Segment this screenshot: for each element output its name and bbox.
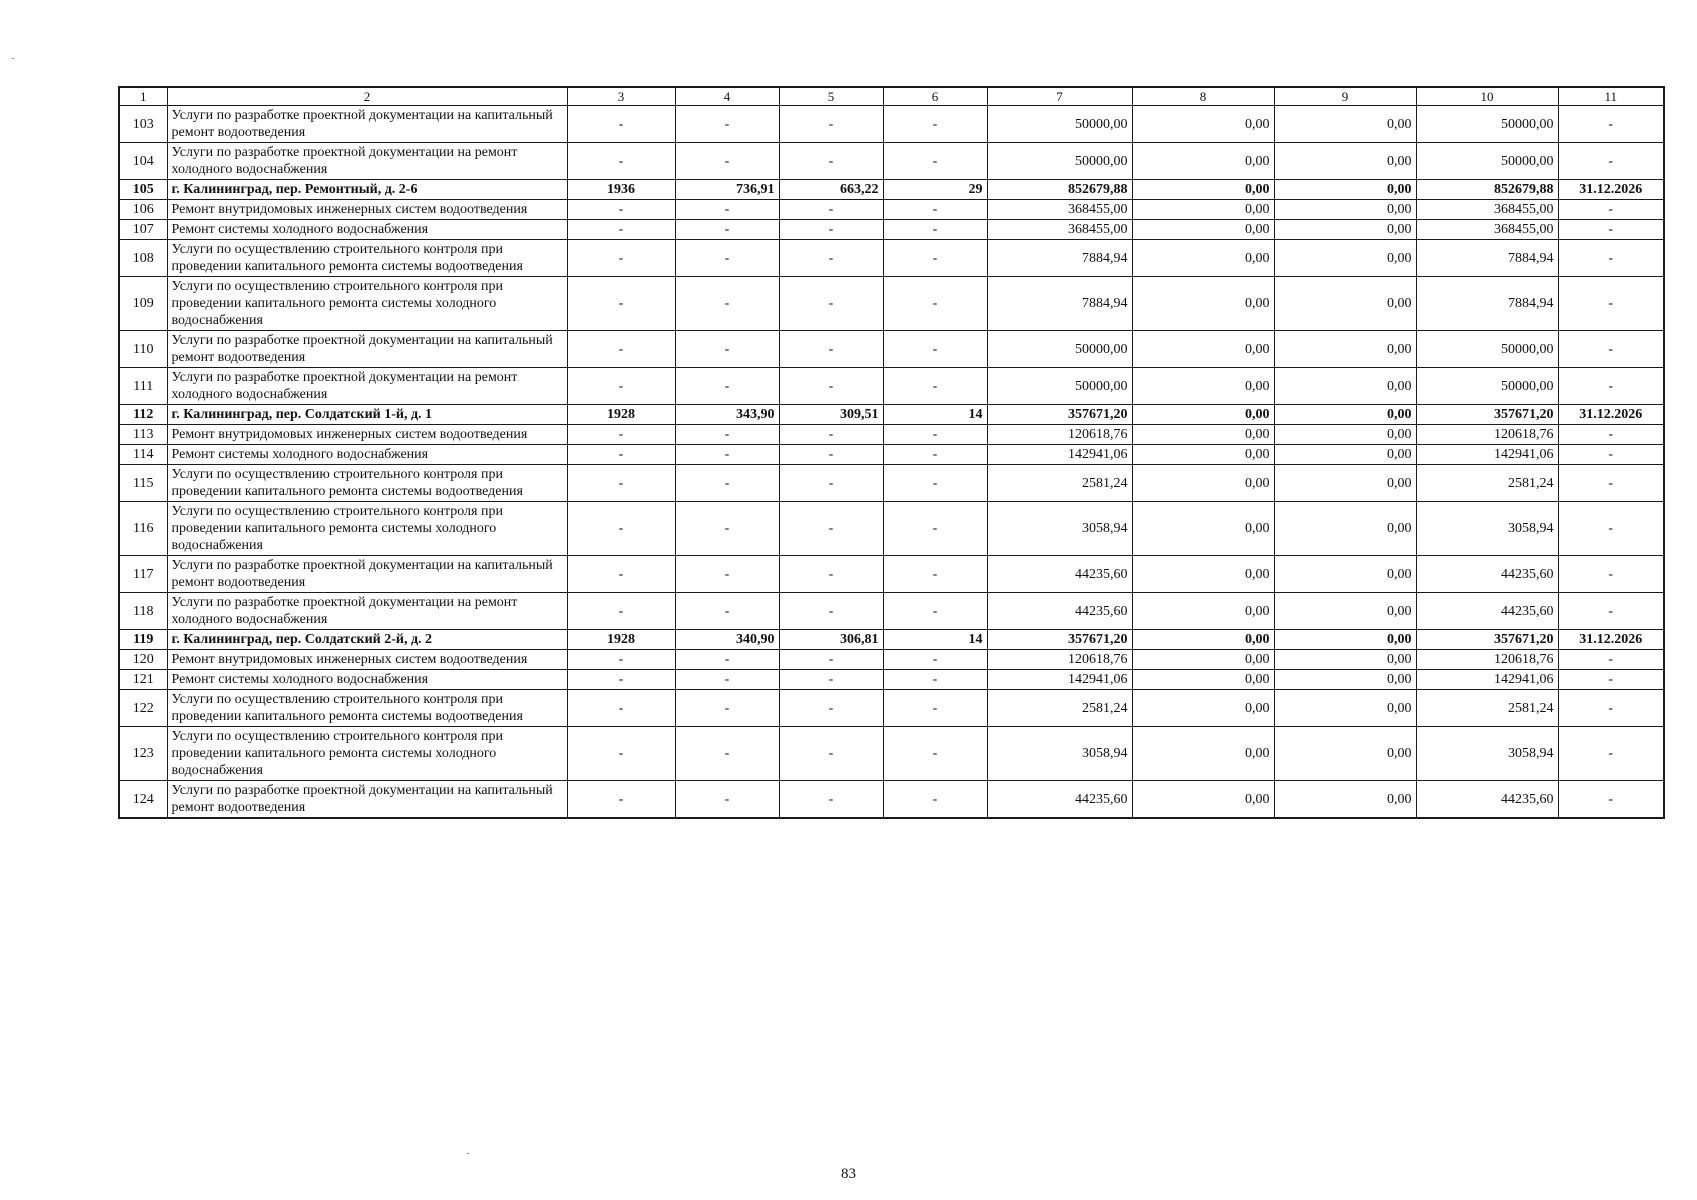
row-name: Ремонт системы холодного водоснабжения (167, 220, 567, 240)
cell-col9: 0,00 (1274, 593, 1416, 630)
cell-col6: - (883, 781, 987, 819)
cell-deadline: 31.12.2026 (1558, 180, 1664, 200)
cell-col9: 0,00 (1274, 425, 1416, 445)
page-number: 83 (841, 1166, 856, 1182)
cell-col10: 2581,24 (1416, 690, 1558, 727)
cell-col6: - (883, 502, 987, 556)
cell-col10: 120618,76 (1416, 650, 1558, 670)
cell-col10: 142941,06 (1416, 670, 1558, 690)
cell-col8: 0,00 (1132, 650, 1274, 670)
cell-col10: 357671,20 (1416, 630, 1558, 650)
cell-col10: 50000,00 (1416, 331, 1558, 368)
cell-col9: 0,00 (1274, 690, 1416, 727)
table-row (119, 690, 1664, 727)
cell-col6: 14 (883, 630, 987, 650)
cell-year: - (567, 368, 675, 405)
cell-col10: 7884,94 (1416, 277, 1558, 331)
cell-col4: - (675, 650, 779, 670)
cell-deadline: - (1558, 690, 1664, 727)
cell-col8: 0,00 (1132, 445, 1274, 465)
cell-col4: 736,91 (675, 180, 779, 200)
cell-col4: - (675, 465, 779, 502)
cell-col6: - (883, 200, 987, 220)
column-header: 4 (675, 87, 779, 106)
cell-col6: - (883, 650, 987, 670)
cell-col9: 0,00 (1274, 630, 1416, 650)
document-table-container (118, 86, 1663, 819)
cell-col7: 7884,94 (987, 277, 1132, 331)
row-number: 122 (119, 690, 167, 727)
cell-col4: - (675, 445, 779, 465)
cell-col6: - (883, 106, 987, 143)
column-number-header-row (119, 87, 1664, 106)
cell-deadline: - (1558, 277, 1664, 331)
cell-col8: 0,00 (1132, 200, 1274, 220)
cell-col7: 50000,00 (987, 106, 1132, 143)
cell-deadline: - (1558, 502, 1664, 556)
cell-col4: - (675, 368, 779, 405)
table-row (119, 240, 1664, 277)
row-number: 119 (119, 630, 167, 650)
cell-col10: 368455,00 (1416, 200, 1558, 220)
cell-col5: - (779, 670, 883, 690)
cell-deadline: - (1558, 240, 1664, 277)
cell-col8: 0,00 (1132, 556, 1274, 593)
table-row (119, 277, 1664, 331)
cell-col8: 0,00 (1132, 331, 1274, 368)
cell-col6: - (883, 277, 987, 331)
cell-col9: 0,00 (1274, 650, 1416, 670)
column-header: 2 (167, 87, 567, 106)
cell-col9: 0,00 (1274, 556, 1416, 593)
cell-col4: - (675, 277, 779, 331)
cell-col7: 120618,76 (987, 650, 1132, 670)
cell-col9: 0,00 (1274, 106, 1416, 143)
cell-col10: 368455,00 (1416, 220, 1558, 240)
cell-col8: 0,00 (1132, 106, 1274, 143)
table-row (119, 593, 1664, 630)
cell-year: 1936 (567, 180, 675, 200)
cell-col5: - (779, 240, 883, 277)
cell-col5: - (779, 143, 883, 180)
cell-col9: 0,00 (1274, 240, 1416, 277)
cell-col4: - (675, 727, 779, 781)
row-name: Услуги по разработке проектной документации на капитальный ремонт водоотведения (167, 331, 567, 368)
table-row (119, 650, 1664, 670)
cell-col5: - (779, 593, 883, 630)
column-header: 9 (1274, 87, 1416, 106)
row-number: 106 (119, 200, 167, 220)
cell-col8: 0,00 (1132, 405, 1274, 425)
cell-col6: - (883, 220, 987, 240)
cell-col7: 368455,00 (987, 200, 1132, 220)
row-name: Услуги по разработке проектной документации на ремонт холодного водоснабжения (167, 143, 567, 180)
cell-col10: 44235,60 (1416, 593, 1558, 630)
table-row (119, 727, 1664, 781)
table-row (119, 200, 1664, 220)
cell-col5: - (779, 220, 883, 240)
cell-col7: 3058,94 (987, 502, 1132, 556)
cell-col8: 0,00 (1132, 277, 1274, 331)
column-header: 5 (779, 87, 883, 106)
cell-col8: 0,00 (1132, 593, 1274, 630)
cell-col10: 3058,94 (1416, 727, 1558, 781)
cell-col7: 368455,00 (987, 220, 1132, 240)
cell-col5: 309,51 (779, 405, 883, 425)
cell-col7: 7884,94 (987, 240, 1132, 277)
cell-col4: - (675, 502, 779, 556)
cell-deadline: - (1558, 727, 1664, 781)
row-number: 103 (119, 106, 167, 143)
cell-col5: - (779, 650, 883, 670)
cell-col5: - (779, 425, 883, 445)
table-row (119, 556, 1664, 593)
cell-col10: 120618,76 (1416, 425, 1558, 445)
row-name: Услуги по осуществлению строительного контроля при проведении капитального ремонта системы водоотведения (167, 465, 567, 502)
cell-year: - (567, 331, 675, 368)
cell-col8: 0,00 (1132, 143, 1274, 180)
cell-year: - (567, 502, 675, 556)
cell-col10: 50000,00 (1416, 143, 1558, 180)
cell-year: - (567, 240, 675, 277)
row-name: Услуги по осуществлению строительного контроля при проведении капитального ремонта системы холодного водоснабжения (167, 727, 567, 781)
cell-year: - (567, 106, 675, 143)
cell-col7: 44235,60 (987, 593, 1132, 630)
cell-col4: - (675, 240, 779, 277)
cell-year: - (567, 650, 675, 670)
table-row (119, 670, 1664, 690)
cell-col4: - (675, 143, 779, 180)
cell-deadline: - (1558, 670, 1664, 690)
cell-col10: 7884,94 (1416, 240, 1558, 277)
table-body (119, 106, 1664, 819)
cell-col4: - (675, 220, 779, 240)
row-number: 114 (119, 445, 167, 465)
table-row (119, 368, 1664, 405)
cell-col6: 29 (883, 180, 987, 200)
row-name: Услуги по осуществлению строительного контроля при проведении капитального ремонта системы водоотведения (167, 240, 567, 277)
cell-year: - (567, 445, 675, 465)
row-number: 110 (119, 331, 167, 368)
table-row (119, 465, 1664, 502)
row-name: Услуги по осуществлению строительного контроля при проведении капитального ремонта системы холодного водоснабжения (167, 277, 567, 331)
cell-col7: 3058,94 (987, 727, 1132, 781)
cell-col7: 142941,06 (987, 670, 1132, 690)
cell-col8: 0,00 (1132, 781, 1274, 819)
cell-col7: 142941,06 (987, 445, 1132, 465)
cell-col7: 50000,00 (987, 331, 1132, 368)
cell-col9: 0,00 (1274, 368, 1416, 405)
cell-col6: - (883, 368, 987, 405)
cell-col9: 0,00 (1274, 781, 1416, 819)
cell-deadline: - (1558, 593, 1664, 630)
row-number: 107 (119, 220, 167, 240)
row-name: Услуги по разработке проектной документации на ремонт холодного водоснабжения (167, 593, 567, 630)
table-row (119, 331, 1664, 368)
cell-col4: - (675, 106, 779, 143)
cell-col9: 0,00 (1274, 220, 1416, 240)
cell-col4: - (675, 425, 779, 445)
row-name: Услуги по разработке проектной документации на капитальный ремонт водоотведения (167, 106, 567, 143)
cell-year: - (567, 556, 675, 593)
row-number: 118 (119, 593, 167, 630)
cell-deadline: 31.12.2026 (1558, 405, 1664, 425)
row-name: Ремонт системы холодного водоснабжения (167, 445, 567, 465)
column-header: 3 (567, 87, 675, 106)
cell-col7: 44235,60 (987, 781, 1132, 819)
row-number: 104 (119, 143, 167, 180)
cell-col6: - (883, 465, 987, 502)
cell-col5: - (779, 106, 883, 143)
cell-col10: 357671,20 (1416, 405, 1558, 425)
row-number: 108 (119, 240, 167, 277)
cell-col9: 0,00 (1274, 405, 1416, 425)
cell-deadline: - (1558, 781, 1664, 819)
cell-col9: 0,00 (1274, 727, 1416, 781)
cell-col5: 306,81 (779, 630, 883, 650)
column-header: 8 (1132, 87, 1274, 106)
cell-col8: 0,00 (1132, 220, 1274, 240)
cell-col5: - (779, 465, 883, 502)
cell-col4: - (675, 690, 779, 727)
cell-deadline: - (1558, 650, 1664, 670)
cell-col10: 44235,60 (1416, 781, 1558, 819)
cell-col5: - (779, 556, 883, 593)
cell-year: - (567, 781, 675, 819)
column-header: 6 (883, 87, 987, 106)
cell-col6: - (883, 143, 987, 180)
cell-year: - (567, 727, 675, 781)
row-name: Ремонт внутридомовых инженерных систем водоотведения (167, 200, 567, 220)
row-number: 111 (119, 368, 167, 405)
row-name: Ремонт внутридомовых инженерных систем водоотведения (167, 425, 567, 445)
row-number: 121 (119, 670, 167, 690)
cell-year: 1928 (567, 630, 675, 650)
row-number: 123 (119, 727, 167, 781)
cell-col8: 0,00 (1132, 690, 1274, 727)
row-number: 120 (119, 650, 167, 670)
row-number: 115 (119, 465, 167, 502)
cell-col8: 0,00 (1132, 502, 1274, 556)
cell-col6: - (883, 445, 987, 465)
row-name: Услуги по разработке проектной документации на капитальный ремонт водоотведения (167, 556, 567, 593)
cell-col8: 0,00 (1132, 465, 1274, 502)
cell-year: - (567, 220, 675, 240)
cell-col9: 0,00 (1274, 277, 1416, 331)
column-header: 11 (1558, 87, 1664, 106)
table-row (119, 220, 1664, 240)
cell-deadline: - (1558, 445, 1664, 465)
cell-col9: 0,00 (1274, 331, 1416, 368)
address-row (119, 180, 1664, 200)
row-name: г. Калининград, пер. Ремонтный, д. 2-6 (167, 180, 567, 200)
cell-deadline: - (1558, 106, 1664, 143)
cell-col7: 357671,20 (987, 405, 1132, 425)
cell-deadline: 31.12.2026 (1558, 630, 1664, 650)
address-row (119, 405, 1664, 425)
cell-deadline: - (1558, 368, 1664, 405)
cell-col7: 357671,20 (987, 630, 1132, 650)
cell-year: - (567, 465, 675, 502)
cell-col5: 663,22 (779, 180, 883, 200)
cell-col7: 44235,60 (987, 556, 1132, 593)
cell-col6: - (883, 690, 987, 727)
table-row (119, 106, 1664, 143)
cell-col7: 2581,24 (987, 465, 1132, 502)
row-number: 112 (119, 405, 167, 425)
cell-col4: - (675, 331, 779, 368)
cell-col4: 343,90 (675, 405, 779, 425)
cell-col8: 0,00 (1132, 425, 1274, 445)
cell-year: 1928 (567, 405, 675, 425)
cell-deadline: - (1558, 556, 1664, 593)
cell-year: - (567, 425, 675, 445)
row-name: г. Калининград, пер. Солдатский 1-й, д. 1 (167, 405, 567, 425)
cell-year: - (567, 200, 675, 220)
cell-col4: 340,90 (675, 630, 779, 650)
row-number: 116 (119, 502, 167, 556)
cell-col10: 44235,60 (1416, 556, 1558, 593)
cell-col5: - (779, 368, 883, 405)
cell-deadline: - (1558, 220, 1664, 240)
table-row (119, 445, 1664, 465)
cell-col6: - (883, 727, 987, 781)
row-name: г. Калининград, пер. Солдатский 2-й, д. 2 (167, 630, 567, 650)
cell-deadline: - (1558, 331, 1664, 368)
column-header: 10 (1416, 87, 1558, 106)
cell-col7: 2581,24 (987, 690, 1132, 727)
cell-year: - (567, 277, 675, 331)
cell-col10: 50000,00 (1416, 368, 1558, 405)
cell-col8: 0,00 (1132, 727, 1274, 781)
cell-col9: 0,00 (1274, 180, 1416, 200)
address-row (119, 630, 1664, 650)
row-number: 117 (119, 556, 167, 593)
cell-col7: 120618,76 (987, 425, 1132, 445)
row-name: Ремонт системы холодного водоснабжения (167, 670, 567, 690)
column-header: 7 (987, 87, 1132, 106)
cell-col9: 0,00 (1274, 502, 1416, 556)
cell-col7: 50000,00 (987, 368, 1132, 405)
table-row (119, 143, 1664, 180)
cell-col5: - (779, 331, 883, 368)
cell-col9: 0,00 (1274, 670, 1416, 690)
row-name: Услуги по разработке проектной документации на ремонт холодного водоснабжения (167, 368, 567, 405)
cell-col9: 0,00 (1274, 143, 1416, 180)
cell-col10: 3058,94 (1416, 502, 1558, 556)
cell-col6: - (883, 556, 987, 593)
cell-col9: 0,00 (1274, 445, 1416, 465)
cell-col5: - (779, 781, 883, 819)
cell-col10: 50000,00 (1416, 106, 1558, 143)
cell-col6: 14 (883, 405, 987, 425)
table-row (119, 425, 1664, 445)
cell-col9: 0,00 (1274, 200, 1416, 220)
cell-col6: - (883, 240, 987, 277)
cell-col5: - (779, 277, 883, 331)
row-name: Ремонт внутридомовых инженерных систем водоотведения (167, 650, 567, 670)
cell-col6: - (883, 670, 987, 690)
row-number: 105 (119, 180, 167, 200)
row-name: Услуги по осуществлению строительного контроля при проведении капитального ремонта системы водоотведения (167, 690, 567, 727)
cell-col4: - (675, 670, 779, 690)
column-header: 1 (119, 87, 167, 106)
row-name: Услуги по осуществлению строительного контроля при проведении капитального ремонта системы холодного водоснабжения (167, 502, 567, 556)
cell-col6: - (883, 425, 987, 445)
row-number: 113 (119, 425, 167, 445)
cell-year: - (567, 670, 675, 690)
cell-col6: - (883, 593, 987, 630)
cell-year: - (567, 143, 675, 180)
cell-col6: - (883, 331, 987, 368)
cell-col5: - (779, 445, 883, 465)
cell-col10: 142941,06 (1416, 445, 1558, 465)
cell-col8: 0,00 (1132, 630, 1274, 650)
cell-col5: - (779, 727, 883, 781)
cell-deadline: - (1558, 200, 1664, 220)
cell-col9: 0,00 (1274, 465, 1416, 502)
cell-col4: - (675, 781, 779, 819)
table-row (119, 781, 1664, 819)
row-number: 124 (119, 781, 167, 819)
cell-col5: - (779, 502, 883, 556)
row-number: 109 (119, 277, 167, 331)
cell-col4: - (675, 593, 779, 630)
cell-deadline: - (1558, 465, 1664, 502)
cell-col8: 0,00 (1132, 368, 1274, 405)
cell-year: - (567, 690, 675, 727)
cell-col8: 0,00 (1132, 180, 1274, 200)
cell-col8: 0,00 (1132, 670, 1274, 690)
cell-col7: 852679,88 (987, 180, 1132, 200)
cell-col8: 0,00 (1132, 240, 1274, 277)
row-name: Услуги по разработке проектной документации на капитальный ремонт водоотведения (167, 781, 567, 819)
cell-deadline: - (1558, 425, 1664, 445)
capital-repair-table (118, 86, 1665, 819)
cell-col5: - (779, 200, 883, 220)
cell-col7: 50000,00 (987, 143, 1132, 180)
cell-deadline: - (1558, 143, 1664, 180)
cell-year: - (567, 593, 675, 630)
cell-col4: - (675, 556, 779, 593)
cell-col10: 2581,24 (1416, 465, 1558, 502)
cell-col4: - (675, 200, 779, 220)
table-row (119, 502, 1664, 556)
cell-col5: - (779, 690, 883, 727)
cell-col10: 852679,88 (1416, 180, 1558, 200)
